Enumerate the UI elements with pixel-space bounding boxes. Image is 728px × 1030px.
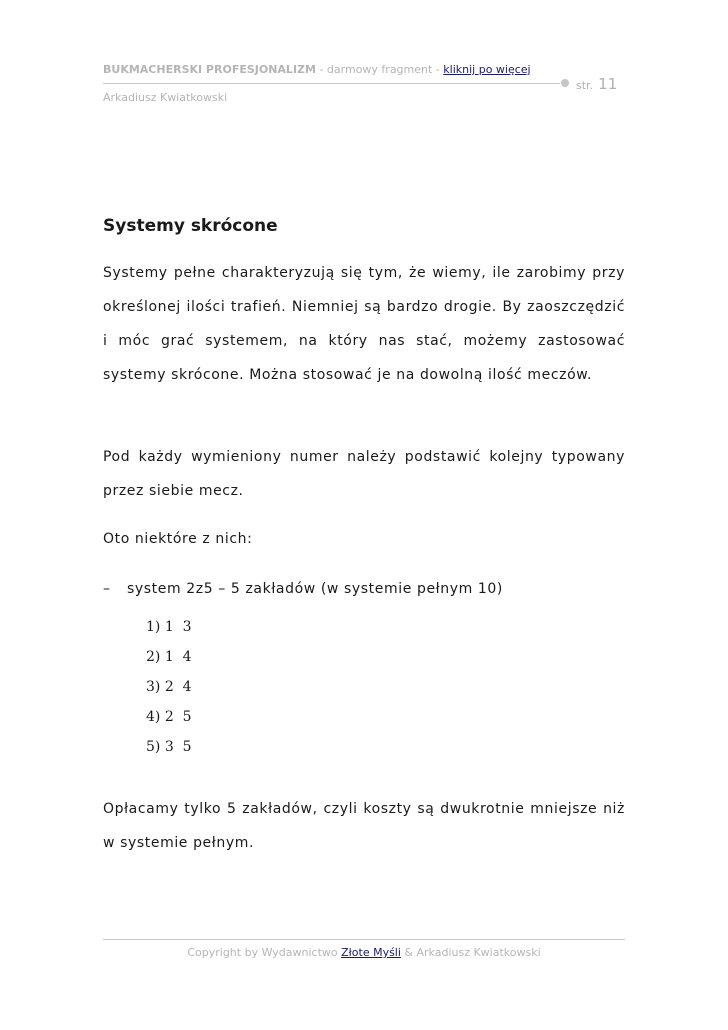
paragraph-2: Pod każdy wymieniony numer należy podstawić kolejny typowany przez siebie mecz. <box>103 449 625 499</box>
bullet-dash-icon: – <box>103 581 111 597</box>
list-item-number-a: 2 <box>164 679 174 695</box>
header-separator: - <box>315 63 327 76</box>
header-separator: - <box>432 63 444 76</box>
list-item-label: 5) <box>146 739 161 755</box>
page-number <box>576 74 617 93</box>
list-item <box>146 702 192 732</box>
list-item-number-b: 5 <box>182 739 192 755</box>
running-header <box>103 63 531 76</box>
list-item-number-a: 1 <box>164 649 174 665</box>
list-item-number-b: 4 <box>182 679 192 695</box>
list-item-number-a: 2 <box>164 709 174 725</box>
footer <box>103 946 625 959</box>
footer-divider <box>103 939 625 940</box>
list-item-number-a: 1 <box>164 619 174 635</box>
header-divider <box>103 83 560 84</box>
more-link[interactable]: kliknij po więcej <box>443 63 531 76</box>
list-item <box>146 732 192 762</box>
section-heading: Systemy skrócone <box>103 216 278 236</box>
list-item-number-b: 5 <box>182 709 192 725</box>
paragraph-3: Oto niektóre z nich: <box>103 531 253 547</box>
header-author: Arkadiusz Kwiatkowski <box>103 91 228 104</box>
list-item-label: 3) <box>146 679 161 695</box>
list-item-number-a: 3 <box>164 739 174 755</box>
list-item-label: 2) <box>146 649 161 665</box>
list-item <box>146 672 192 702</box>
page-number-value: 11 <box>598 75 618 93</box>
bullet-item <box>103 572 503 606</box>
paragraph-4: Opłacamy tylko 5 zakładów, czyli koszty są dwukrotnie mniejsze niż w systemie pełnym. <box>103 801 625 851</box>
list-item-label: 4) <box>146 709 161 725</box>
list-item <box>146 612 192 642</box>
book-title: BUKMACHERSKI PROFESJONALIZM <box>103 63 316 76</box>
bullet-dot-icon <box>561 79 569 87</box>
list-item-number-b: 3 <box>182 619 192 635</box>
footer-suffix: & Arkadiusz Kwiatkowski <box>400 946 541 959</box>
numbered-list <box>146 612 192 762</box>
page-label: str. <box>576 79 594 92</box>
header-subtitle: darmowy fragment <box>326 63 433 76</box>
list-item-label: 1) <box>146 619 161 635</box>
footer-prefix: Copyright by Wydawnictwo <box>187 946 342 959</box>
list-item <box>146 642 192 672</box>
bullet-text: system 2z5 – 5 zakładów (w systemie pełnym 10) <box>127 581 503 597</box>
paragraph-1: Systemy pełne charakteryzują się tym, że wiemy, ile zarobimy przy określonej ilości trafień. Niemniej są bardzo drogie. By zaoszczędzić i móc grać systemem, na który nas stać, możemy zastosować systemy skrócone. Można stosować je na dowolną ilość meczów. <box>103 265 625 383</box>
list-item-number-b: 4 <box>182 649 192 665</box>
publisher-link[interactable]: Złote Myśli <box>341 946 401 959</box>
